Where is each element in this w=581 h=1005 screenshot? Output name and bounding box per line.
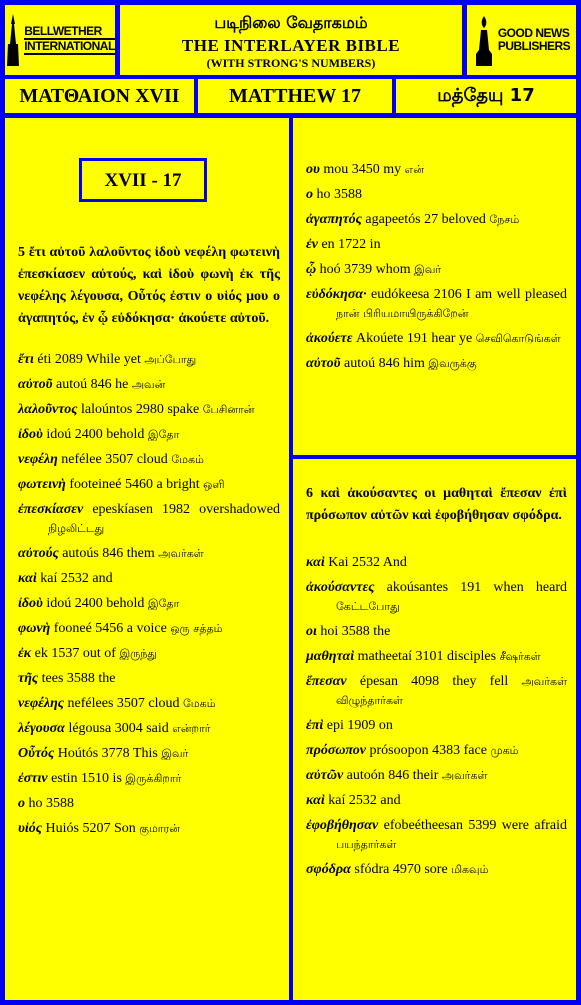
transliteration-gloss: laloúntos 2980 spake — [81, 402, 200, 417]
verse-6-greek: 6 καὶ ἀκούσαντες οι μαθηταὶ ἔπεσαν ἐπὶ πρόσωπον αὐτῶν καὶ ἐφοβήθησαν σφόδρα. — [306, 486, 567, 523]
word-entry — [306, 329, 567, 348]
greek-word: αὐτῶν — [306, 768, 344, 783]
word-entry — [306, 791, 567, 810]
word-entry — [18, 644, 280, 663]
greek-word: καὶ — [306, 555, 325, 570]
word-entry — [306, 578, 567, 616]
verse-5-entries — [18, 350, 280, 838]
greek-word: ἀκούσαντες — [306, 580, 375, 595]
transliteration-gloss: kaí 2532 and — [328, 793, 401, 808]
tamil-gloss: அவன் — [131, 378, 166, 391]
torch-icon — [473, 14, 495, 66]
tamil-gloss: மேகம் — [171, 453, 204, 466]
tamil-gloss: அவர்கள் — [158, 547, 204, 560]
tamil-gloss: இவருக்கு — [428, 357, 477, 370]
word-entry — [18, 694, 280, 713]
greek-word: νεφέλης — [18, 696, 65, 711]
transliteration-gloss: tees 3588 the — [41, 671, 116, 686]
transliteration-gloss: Hoútós 3778 This — [57, 746, 158, 761]
word-entry — [306, 860, 567, 879]
title-tamil: படிநிலை வேதாகமம் — [214, 13, 368, 32]
tamil-gloss: பயந்தார்கள் — [336, 838, 397, 851]
greek-word: αὐτοῦ — [18, 377, 53, 392]
transliteration-gloss: epi 1909 on — [326, 718, 393, 733]
transliteration-gloss: ho 3588 — [28, 796, 74, 811]
greek-word: ἐστιν — [18, 771, 48, 786]
transliteration-gloss: autoú 846 him — [343, 356, 425, 371]
transliteration-gloss: Kai 2532 And — [328, 555, 407, 570]
transliteration-gloss: matheetaí 3101 disciples — [357, 649, 497, 664]
greek-word: φωτεινὴ — [18, 477, 66, 492]
greek-word: ἀγαπητός — [306, 212, 362, 227]
tamil-gloss: அப்போது — [144, 353, 197, 366]
tamil-gloss: நான் பிரியமாயிருக்கிறேன் — [336, 307, 469, 320]
word-entry — [306, 622, 567, 641]
word-entry — [18, 425, 280, 444]
transliteration-gloss: prósoopon 4383 face — [369, 743, 487, 758]
tamil-gloss: என் — [404, 163, 424, 176]
greek-word: νεφέλη — [18, 452, 58, 467]
tamil-gloss: ஒரு சத்தம் — [170, 622, 223, 635]
tamil-gloss: முகம் — [490, 744, 519, 757]
header-title-box — [120, 5, 462, 75]
word-entry — [18, 544, 280, 563]
transliteration-gloss: nefélee 3507 cloud — [61, 452, 168, 467]
transliteration-gloss: légousa 3004 said — [68, 721, 169, 736]
word-entry — [306, 553, 567, 572]
transliteration-gloss: hoi 3588 the — [320, 624, 391, 639]
tamil-gloss: கேட்டபோது — [336, 600, 400, 613]
transliteration-gloss: agapeetós 27 beloved — [365, 212, 486, 227]
greek-word: αὐτούς — [18, 546, 59, 561]
word-entry — [306, 816, 567, 854]
word-entry — [18, 475, 280, 494]
transliteration-gloss: efobeétheesan 5399 were afraid — [383, 818, 567, 833]
tamil-gloss: இதோ — [147, 428, 180, 441]
greek-word: ἔτι — [18, 352, 34, 367]
word-entry — [18, 375, 280, 394]
greek-word: καὶ — [306, 793, 325, 808]
tamil-gloss: இருக்கிறார் — [125, 772, 182, 785]
greek-word: εὐδόκησα· — [306, 287, 367, 302]
verse-reference: XVII - 17 — [79, 158, 207, 202]
tamil-gloss: மேகம் — [183, 697, 216, 710]
greek-word: τῆς — [18, 671, 39, 686]
transliteration-gloss: estin 1510 is — [51, 771, 122, 786]
transliteration-gloss: fooneé 5456 a voice — [53, 621, 167, 636]
greek-word: ἐπεσκίασεν — [18, 502, 84, 517]
transliteration-gloss: autoón 846 their — [346, 768, 439, 783]
word-entry — [18, 819, 280, 838]
greek-word: αὐτοῦ — [306, 356, 341, 371]
greek-word: ο — [306, 187, 313, 202]
greek-word: ἐκ — [18, 646, 32, 661]
greek-word: Οὗτός — [18, 746, 55, 761]
greek-word: οι — [306, 624, 317, 639]
greek-word: ἐν — [306, 237, 318, 252]
word-entry — [306, 185, 567, 204]
word-entry — [306, 210, 567, 229]
logo-left-text: BELLWETHER INTERNATIONAL — [24, 24, 115, 53]
left-column — [5, 118, 289, 1000]
transliteration-gloss: idoú 2400 behold — [46, 427, 145, 442]
transliteration-gloss: kaí 2532 and — [40, 571, 113, 586]
transliteration-gloss: mou 3450 my — [323, 162, 402, 177]
transliteration-gloss: Akoúete 191 hear ye — [355, 331, 473, 346]
word-entry — [18, 569, 280, 588]
word-entry — [306, 741, 567, 760]
greek-word: ἰδοὺ — [18, 596, 43, 611]
transliteration-gloss: ho 3588 — [316, 187, 362, 202]
tamil-gloss: நிழலிட்டது — [48, 522, 105, 535]
tower-icon — [5, 14, 21, 66]
word-entry — [18, 719, 280, 738]
word-entry — [306, 716, 567, 735]
word-entry — [306, 235, 567, 254]
tamil-gloss: செவிகொடுங்கள் — [475, 332, 561, 345]
chapter-greek: ΜΑΤΘΑΙΟΝ XVII — [5, 79, 194, 113]
greek-word: πρόσωπον — [306, 743, 366, 758]
tamil-gloss: இதோ — [147, 597, 180, 610]
greek-word: ο — [18, 796, 25, 811]
word-entry — [18, 744, 280, 763]
tamil-gloss: ஒளி — [203, 478, 225, 491]
greek-word: λαλοῦντος — [18, 402, 78, 417]
word-entry — [18, 450, 280, 469]
word-entry — [306, 354, 567, 373]
transliteration-gloss: hoó 3739 whom — [319, 262, 411, 277]
greek-word: λέγουσα — [18, 721, 65, 736]
tamil-gloss: குமாரன் — [139, 822, 180, 835]
tamil-gloss: மிகவும் — [451, 863, 489, 876]
right-bottom-column — [293, 459, 576, 1000]
word-entry — [18, 794, 280, 813]
verse-5-greek: 5 ἔτι αὐτοῦ λαλοῦντος ἰδοὺ νεφέλη φωτεινὴ ἐπεσκίασεν αὐτούς, καὶ ἰδοὺ φωνὴ ἐκ τῆς νεφέλης λέγουσα, Οὗτός ἐστιν ο υἱός μου ο ἀγαπητός, ἐν ᾧ εὐδόκησα· ἀκούετε αὐτοῦ. — [18, 245, 280, 326]
word-entry — [306, 766, 567, 785]
tamil-gloss: நேசம் — [489, 213, 520, 226]
tamil-gloss: இவர் — [414, 263, 442, 276]
word-entry — [18, 619, 280, 638]
transliteration-gloss: akoúsantes 191 when heard — [386, 580, 567, 595]
chapter-tamil: மத்தேயு 17 — [396, 79, 576, 113]
title-sub: (WITH STRONG'S NUMBERS) — [206, 56, 376, 70]
transliteration-gloss: autoú 846 he — [55, 377, 129, 392]
verse-5-continued-entries — [306, 160, 567, 373]
word-entry — [306, 160, 567, 179]
good-news-logo — [467, 5, 576, 75]
transliteration-gloss: éti 2089 While yet — [37, 352, 141, 367]
transliteration-gloss: en 1722 in — [321, 237, 381, 252]
word-entry — [306, 260, 567, 279]
greek-word: σφόδρα — [306, 862, 351, 877]
transliteration-gloss: autoús 846 them — [62, 546, 155, 561]
word-entry — [306, 285, 567, 323]
greek-word: ἀκούετε — [306, 331, 353, 346]
word-entry — [306, 672, 567, 710]
greek-word: ἔπεσαν — [306, 674, 347, 689]
transliteration-gloss: Huiós 5207 Son — [45, 821, 136, 836]
word-entry — [306, 647, 567, 666]
greek-word: υἱός — [18, 821, 42, 836]
tamil-gloss: இவர் — [161, 747, 189, 760]
transliteration-gloss: eudókeesa 2106 I am well pleased — [371, 287, 568, 302]
word-entry — [18, 400, 280, 419]
word-entry — [18, 350, 280, 369]
transliteration-gloss: ek 1537 out of — [34, 646, 116, 661]
tamil-gloss: சீஷர்கள் — [499, 650, 541, 663]
word-entry — [18, 769, 280, 788]
greek-word: φωνὴ — [18, 621, 51, 636]
tamil-gloss: அவர்கள் — [441, 769, 488, 782]
title-main: THE INTERLAYER BIBLE — [181, 36, 401, 55]
transliteration-gloss: nefélees 3507 cloud — [67, 696, 180, 711]
transliteration-gloss: idoú 2400 behold — [46, 596, 145, 611]
right-top-column — [293, 118, 576, 455]
chapter-english: MATTHEW 17 — [198, 79, 392, 113]
greek-word: ἐπὶ — [306, 718, 324, 733]
word-entry — [18, 500, 280, 538]
verse-6-entries — [306, 553, 567, 879]
tamil-gloss: அவர்கள் விழுந்தார்கள் — [336, 675, 568, 707]
transliteration-gloss: epeskíasen 1982 overshadowed — [92, 502, 280, 517]
greek-word: ἐφοβήθησαν — [306, 818, 379, 833]
logo-right-text: GOOD NEWS PUBLISHERS — [497, 26, 571, 53]
greek-word: ᾧ — [306, 262, 317, 277]
word-entry — [18, 594, 280, 613]
word-entry — [18, 669, 280, 688]
greek-word: καὶ — [18, 571, 37, 586]
greek-word: ἰδοὺ — [18, 427, 43, 442]
tamil-gloss: பேசினான் — [202, 403, 255, 416]
transliteration-gloss: épesan 4098 they fell — [359, 674, 509, 689]
tamil-gloss: என்றார் — [172, 722, 211, 735]
tamil-gloss: இருந்து — [119, 647, 157, 660]
transliteration-gloss: sfódra 4970 sore — [354, 862, 448, 877]
bellwether-logo — [5, 5, 115, 75]
greek-word: μαθηταὶ — [306, 649, 355, 664]
greek-word: ου — [306, 162, 320, 177]
transliteration-gloss: footeineé 5460 a bright — [69, 477, 200, 492]
